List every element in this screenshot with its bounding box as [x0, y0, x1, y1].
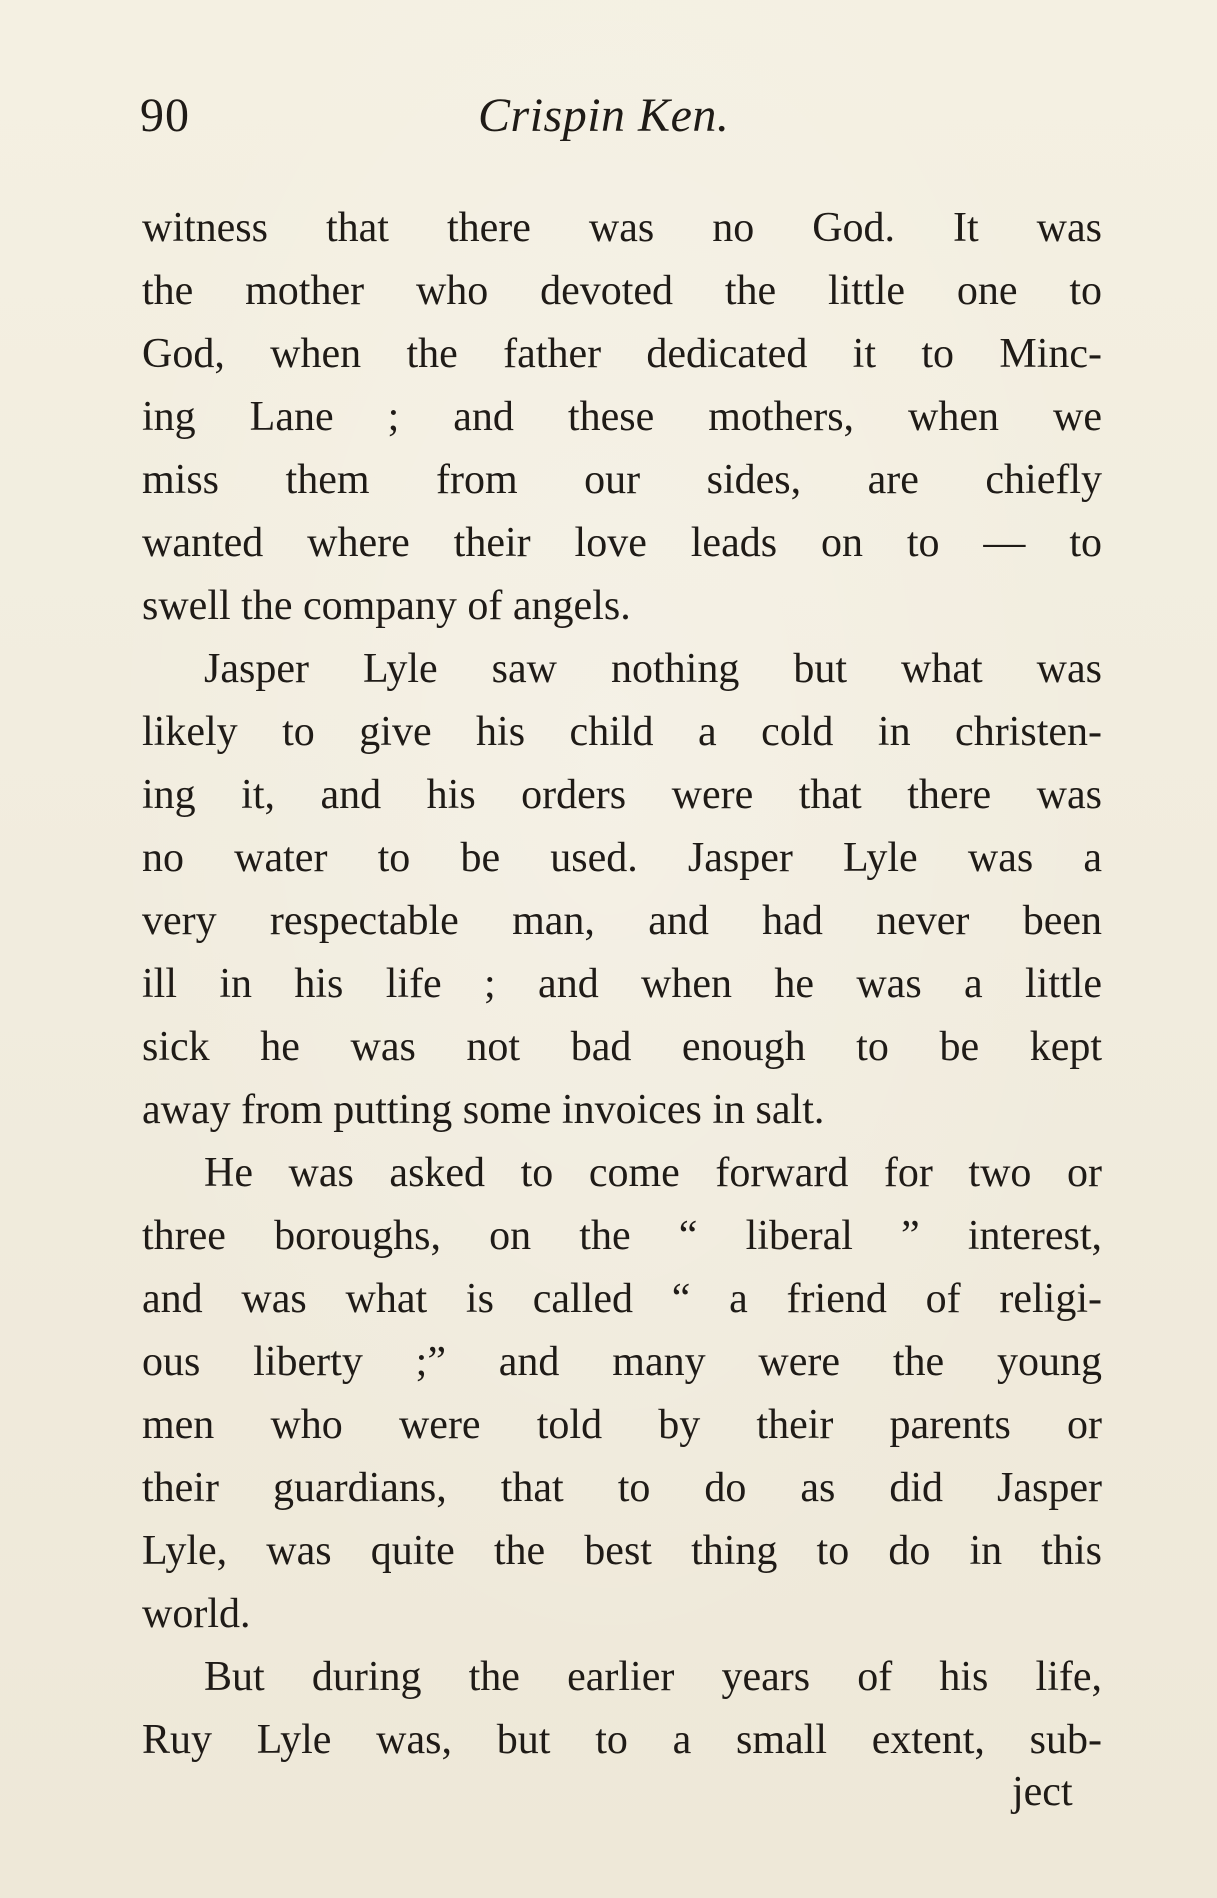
text-line: ill in his life ; and when he was a little	[142, 961, 1102, 1007]
text-line: very respectable man, and had never been	[142, 898, 1102, 944]
text-line: away from putting some invoices in salt.	[142, 1087, 825, 1133]
text-line: Lyle, was quite the best thing to do in this	[142, 1528, 1102, 1574]
running-title: Crispin Ken.	[478, 89, 730, 142]
body-text	[142, 197, 1102, 1772]
text-line: their guardians, that to do as did Jasper	[142, 1465, 1102, 1511]
text-line: men who were told by their parents or	[142, 1402, 1102, 1448]
text-line: likely to give his child a cold in christen-	[142, 709, 1102, 755]
running-head	[140, 88, 1100, 148]
text-line: three boroughs, on the “ liberal ” interest,	[142, 1213, 1102, 1259]
text-line: miss them from our sides, are chiefly	[142, 457, 1102, 503]
text-line: witness that there was no God. It was	[142, 205, 1102, 251]
text-line: no water to be used. Jasper Lyle was a	[142, 835, 1102, 881]
text-line: wanted where their love leads on to — to	[142, 520, 1102, 566]
text-line: But during the earlier years of his life,	[204, 1654, 1102, 1700]
text-line: Jasper Lyle saw nothing but what was	[204, 646, 1102, 692]
text-line: ing Lane ; and these mothers, when we	[142, 394, 1102, 440]
text-line: God, when the father dedicated it to Minc-	[142, 331, 1102, 377]
text-line: the mother who devoted the little one to	[142, 268, 1102, 314]
text-line: and was what is called “ a friend of religi-	[142, 1276, 1102, 1322]
page-number: 90	[140, 89, 190, 142]
text-line: world.	[142, 1591, 251, 1637]
catchword: ject	[1012, 1769, 1073, 1815]
text-line: sick he was not bad enough to be kept	[142, 1024, 1102, 1070]
text-line: swell the company of angels.	[142, 583, 631, 629]
text-line: ous liberty ;” and many were the young	[142, 1339, 1102, 1385]
text-line: ing it, and his orders were that there was	[142, 772, 1102, 818]
text-line: Ruy Lyle was, but to a small extent, sub-	[142, 1717, 1102, 1763]
text-line: He was asked to come forward for two or	[204, 1150, 1102, 1196]
